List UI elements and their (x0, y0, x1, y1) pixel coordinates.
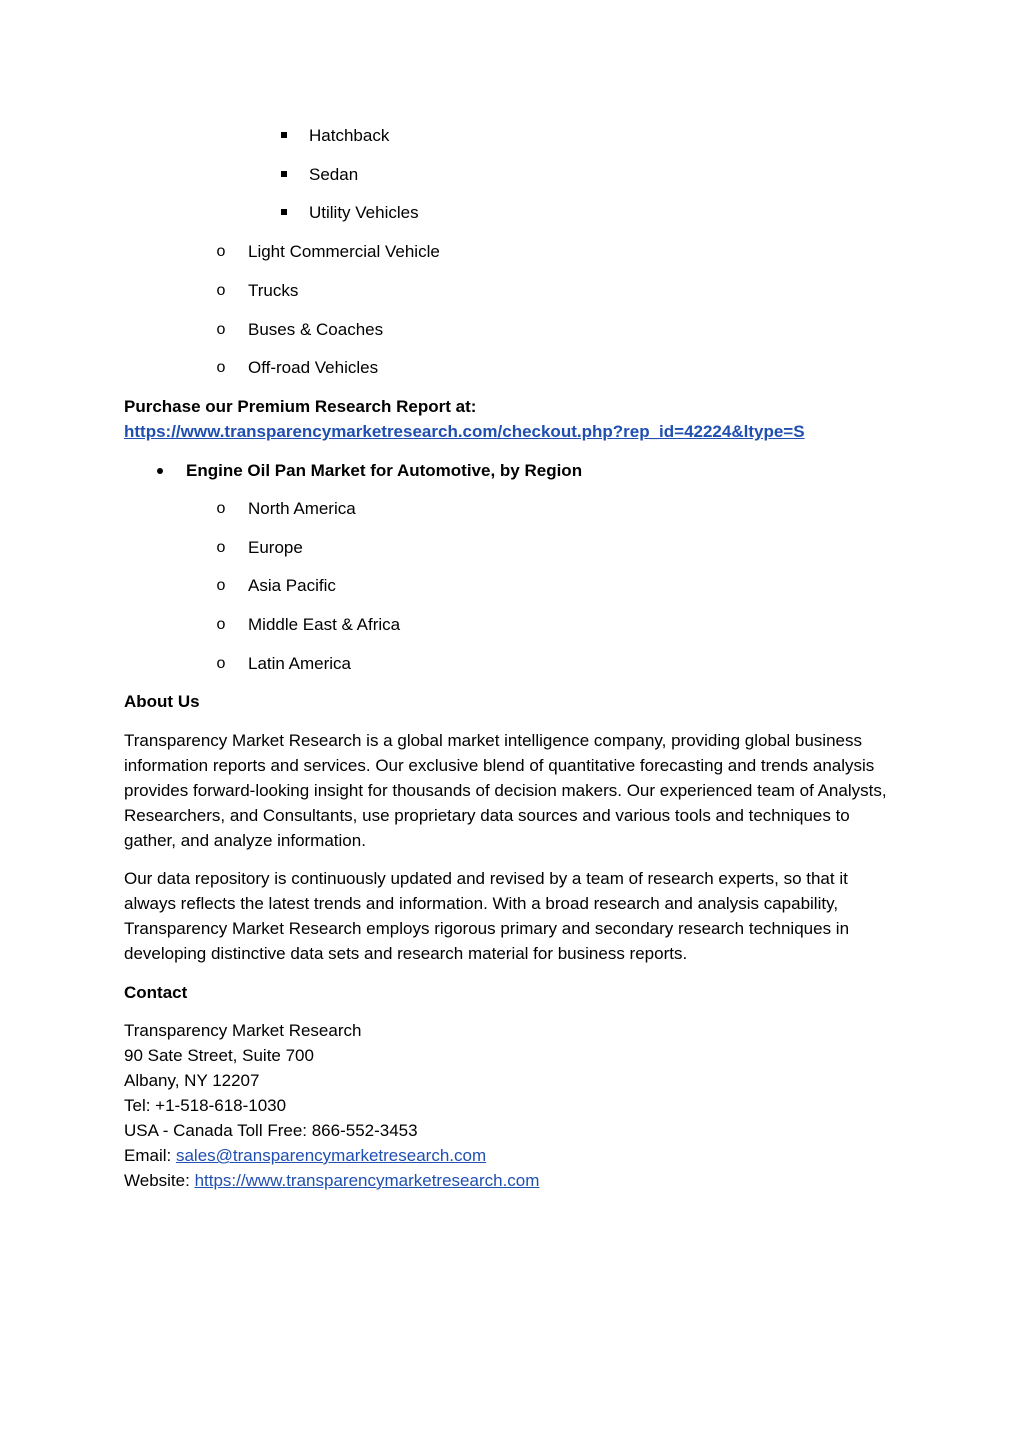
circle-outline-bullet-icon: o (216, 500, 226, 517)
contact-website-line (124, 1168, 904, 1193)
list-item (0, 239, 1023, 265)
contact-email-line (124, 1143, 904, 1168)
list-item-label: Middle East & Africa (248, 615, 401, 634)
list-item (0, 612, 1023, 638)
list-item (0, 651, 1023, 677)
circle-outline-bullet-icon: o (216, 616, 226, 633)
list-item (0, 123, 1023, 149)
purchase-section (124, 394, 904, 444)
list-item-label: Buses & Coaches (248, 320, 384, 339)
email-label: Email: (124, 1146, 176, 1165)
list-item (0, 573, 1023, 599)
list-item-label: Light Commercial Vehicle (248, 242, 440, 261)
website-label: Website: (124, 1171, 195, 1190)
circle-outline-bullet-icon: o (216, 539, 226, 556)
list-item (0, 496, 1023, 522)
list-item (0, 355, 1023, 381)
contact-address-line-1: 90 Sate Street, Suite 700 (124, 1046, 314, 1065)
bullet-dot-icon (154, 458, 166, 484)
contact-block (124, 1018, 904, 1193)
list-item (0, 278, 1023, 304)
list-item-label: Latin America (248, 654, 351, 673)
website-link[interactable]: https://www.transparencymarketresearch.com (194, 1171, 540, 1190)
circle-outline-bullet-icon: o (216, 243, 226, 260)
list-item-label: North America (248, 499, 356, 518)
contact-toll-free: USA - Canada Toll Free: 866-552-3453 (124, 1121, 418, 1140)
email-link[interactable]: sales@transparencymarketresearch.com (175, 1146, 487, 1165)
list-item-label: Asia Pacific (248, 576, 336, 595)
circle-outline-bullet-icon: o (216, 577, 226, 594)
list-item-label: Trucks (248, 281, 299, 300)
purchase-label: Purchase our Premium Research Report at: (124, 397, 477, 416)
about-heading: About Us (124, 692, 200, 711)
list-item-label: Utility Vehicles (309, 203, 419, 222)
list-item-label: Sedan (309, 165, 359, 184)
contact-telephone: Tel: +1-518-618-1030 (124, 1096, 287, 1115)
contact-company: Transparency Market Research (124, 1021, 362, 1040)
region-heading: Engine Oil Pan Market for Automotive, by Region (186, 461, 583, 480)
about-paragraph-1: Transparency Market Research is a global market intelligence company, providing global business information reports and services. Our exclusive blend of quantitative forecasting and trends analysis provides forward-looking insight for thousands of decision makers. Our experienced team of Analysts, Researchers, and Consultants, use proprietary data sources and various tools and techniques to gather, and analyze information. (124, 731, 887, 850)
circle-outline-bullet-icon: o (216, 282, 226, 299)
circle-outline-bullet-icon: o (216, 359, 226, 376)
list-item-label: Hatchback (309, 126, 390, 145)
square-bullet-icon (279, 200, 289, 226)
list-item-label: Off-road Vehicles (248, 358, 379, 377)
contact-heading: Contact (124, 983, 188, 1002)
square-bullet-icon (279, 162, 289, 188)
purchase-link[interactable]: https://www.transparencymarketresearch.com/checkout.php?rep_id=42224&ltype=S (124, 422, 805, 441)
list-item (0, 317, 1023, 343)
circle-outline-bullet-icon: o (216, 321, 226, 338)
square-bullet-icon (279, 123, 289, 149)
list-item-label: Europe (248, 538, 303, 557)
circle-outline-bullet-icon: o (216, 655, 226, 672)
contact-address-line-2: Albany, NY 12207 (124, 1071, 260, 1090)
about-paragraph-2: Our data repository is continuously updated and revised by a team of research experts, so that it always reflects the latest trends and information. With a broad research and analysis capability, Transparency Market Research employs rigorous primary and secondary research techniques in developing distinctive data sets and research material for business reports. (124, 869, 850, 963)
list-item (0, 200, 1023, 226)
region-heading-item (0, 458, 1023, 484)
list-item (0, 162, 1023, 188)
list-item (0, 535, 1023, 561)
